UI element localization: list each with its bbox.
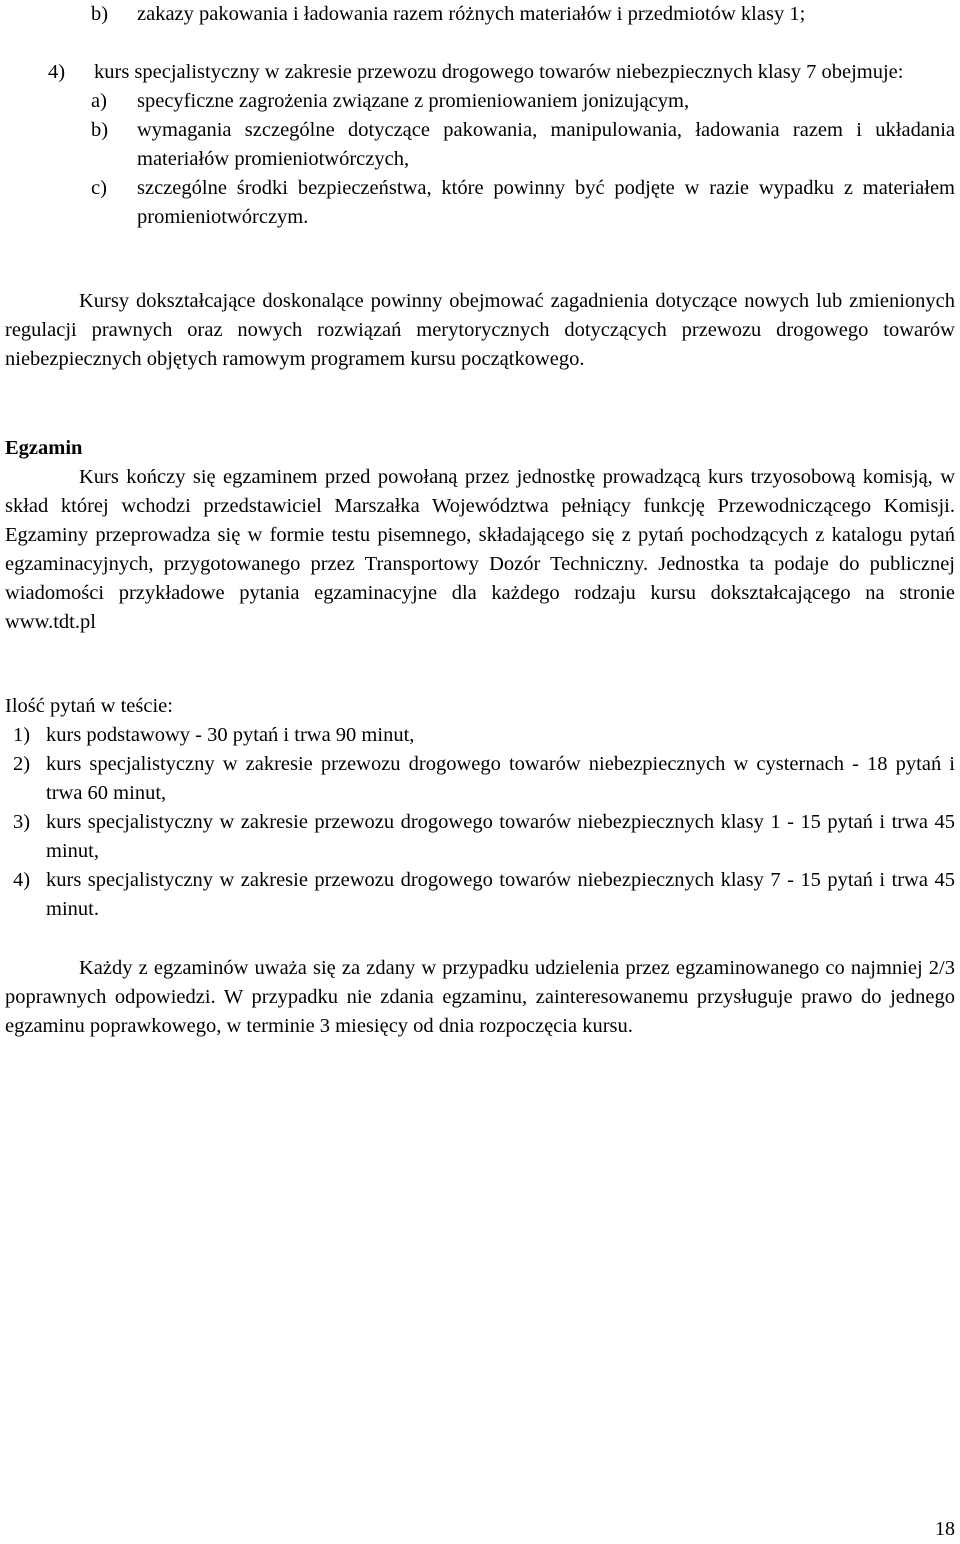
page-number: 18	[935, 1518, 955, 1540]
paragraph-egzamin	[5, 463, 955, 637]
question-count-label: Ilość pytań w teście:	[5, 695, 173, 717]
paragraph-text: Kursy dokształcające doskonalące powinny obejmować zagadnienia dotyczące nowych lub zmienionych regulacji prawnych oraz nowych rozwiązań merytorycznych dotyczących przewozu drogowego towarów niebezpiecznych objętych ramowym programem kursu początkowego.	[5, 290, 955, 370]
list-item-text: kurs podstawowy - 30 pytań i trwa 90 minut,	[46, 724, 415, 746]
list-item	[91, 0, 955, 29]
list-item-text: kurs specjalistyczny w zakresie przewozu drogowego towarów niebezpiecznych w cysternach - 18 pytań i trwa 60 minut,	[46, 753, 955, 804]
sublist	[48, 87, 955, 232]
list-item-text: szczególne środki bezpieczeństwa, które powinny być podjęte w razie wypadku z materiałem promieniotwórczym.	[137, 177, 955, 228]
paragraph-kazdy	[5, 954, 955, 1041]
list-marker: c)	[91, 177, 107, 199]
list-item	[13, 721, 955, 750]
list-item	[48, 58, 955, 87]
list-item	[13, 866, 955, 924]
list-marker: 4)	[13, 869, 31, 891]
list-item	[91, 174, 955, 232]
list-marker: 2)	[13, 753, 31, 775]
list-marker: 3)	[13, 811, 31, 833]
list-item	[91, 87, 955, 116]
list-item-text: kurs specjalistyczny w zakresie przewozu drogowego towarów niebezpiecznych klasy 7 - 15 pytań i trwa 45 minut.	[46, 869, 955, 920]
list-item	[13, 808, 955, 866]
list-marker: b)	[91, 3, 109, 25]
list-item	[13, 750, 955, 808]
list-item	[91, 116, 955, 174]
section-heading: Egzamin	[5, 437, 83, 459]
list-item-text: kurs specjalistyczny w zakresie przewozu drogowego towarów niebezpiecznych klasy 1 - 15 pytań i trwa 45 minut,	[46, 811, 955, 862]
list-marker: a)	[91, 90, 107, 112]
paragraph-kursy	[5, 287, 955, 374]
list-marker: 1)	[13, 724, 31, 746]
list-item-text: wymagania szczególne dotyczące pakowania, manipulowania, ładowania razem i układania materiałów promieniotwórczych,	[137, 119, 955, 170]
list-marker: 4)	[48, 61, 66, 83]
list-item-text: specyficzne zagrożenia związane z promieniowaniem jonizującym,	[137, 90, 690, 112]
list-marker: b)	[91, 119, 109, 141]
question-count-list	[13, 721, 955, 924]
paragraph-text: Kurs kończy się egzaminem przed powołaną przez jednostkę prowadzącą kurs trzyosobową komisją, w skład której wchodzi przedstawiciel Marszałka Województwa pełniący funkcję Przewodniczącego Komisji. Egzaminy przeprowadza się w formie testu pisemnego, składającego się z pytań pochodzących z katalogu pytań egzaminacyjnych, przygotowanego przez Transportowy Dozór Techniczny. Jednostka ta podaje do publicznej wiadomości przykładowe pytania egzaminacyjne dla każdego rodzaju kursu dokształcającego na stronie www.tdt.pl	[5, 466, 955, 633]
numbered-list-item-4	[48, 58, 955, 232]
paragraph-text: Każdy z egzaminów uważa się za zdany w przypadku udzielenia przez egzaminowanego co najmniej 2/3 poprawnych odpowiedzi. W przypadku nie zdania egzaminu, zainteresowanemu przysługuje prawo do jednego egzaminu poprawkowego, w terminie 3 miesięcy od dnia rozpoczęcia kursu.	[5, 957, 955, 1037]
list-item-text: kurs specjalistyczny w zakresie przewozu drogowego towarów niebezpiecznych klasy 7 obejmuje:	[94, 61, 904, 83]
list-item-text: zakazy pakowania i ładowania razem różnych materiałów i przedmiotów klasy 1;	[137, 3, 806, 25]
continued-sublist	[91, 0, 955, 29]
